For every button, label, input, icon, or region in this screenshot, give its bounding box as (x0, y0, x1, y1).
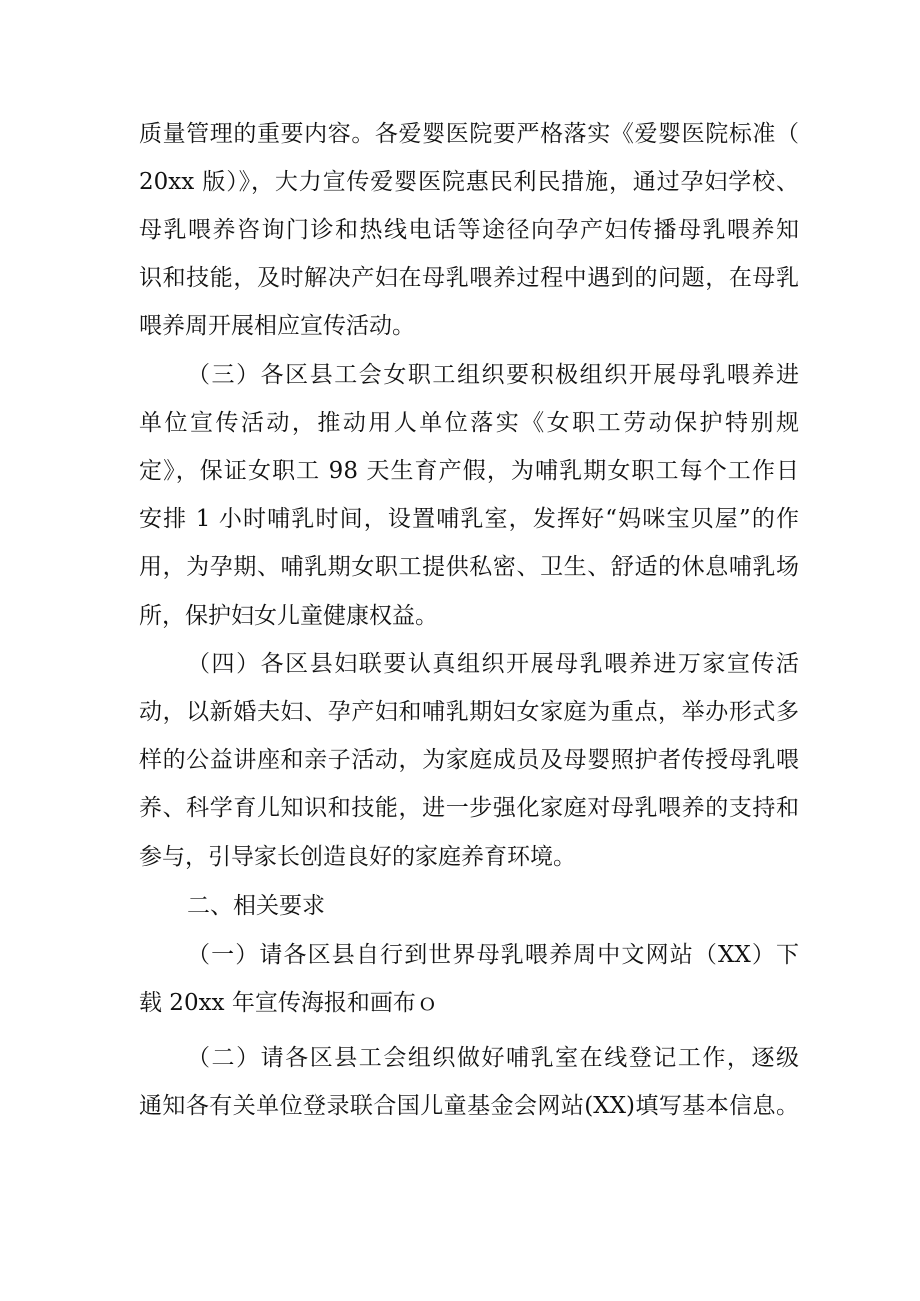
text-line: 质量管理的重要内容。各爱婴医院要严格落实《爱婴医院标准（ (139, 121, 799, 147)
text-line: 养、科学育儿知识和技能，进一步强化家庭对母乳喂养的支持和 (139, 795, 799, 821)
text-line: 载 20xx 年宣传海报和画布ｏ (139, 990, 439, 1016)
paragraph-start-line: （二）请各区县工会组织做好哺乳室在线登记工作，逐级 (187, 1045, 799, 1071)
paragraph-start-line: （四）各区县妇联要认真组织开展母乳喂养进万家宣传活 (187, 651, 799, 677)
text-line: 用，为孕期、哺乳期女职工提供私密、卫生、舒适的休息哺乳场 (139, 554, 799, 580)
text-line: 参与，引导家长创造良好的家庭养育环境。 (139, 844, 576, 870)
text-line: 定》，保证女职工 98 天生育产假，为哺乳期女职工每个工作日 (139, 458, 799, 484)
paragraph-start-line: （一）请各区县自行到世界母乳喂养周中文网站（XX）下 (187, 942, 799, 968)
text-line: 通知各有关单位登录联合国儿童基金会网站(XX)填写基本信息。 (139, 1093, 799, 1119)
text-line: 20xx 版）》，大力宣传爱婴医院惠民利民措施，通过孕妇学校、 (139, 169, 799, 195)
text-line: 动，以新婚夫妇、孕产妇和哺乳期妇女家庭为重点，举办形式多 (139, 699, 799, 725)
section-heading: 二、相关要求 (187, 893, 325, 919)
text-line: 喂养周开展相应宣传活动。 (139, 313, 415, 339)
text-line: 安排 1 小时哺乳时间，设置哺乳室，发挥好“妈咪宝贝屋”的作 (139, 506, 799, 532)
text-line: 样的公益讲座和亲子活动，为家庭成员及母婴照护者传授母乳喂 (139, 747, 799, 773)
text-line: 所，保护妇女儿童健康权益。 (139, 603, 438, 629)
text-line: 母乳喂养咨询门诊和热线电话等途径向孕产妇传播母乳喂养知 (139, 217, 799, 243)
text-line: 单位宣传活动，推动用人单位落实《女职工劳动保护特别规 (139, 410, 799, 436)
text-line: 识和技能，及时解决产妇在母乳喂养过程中遇到的问题，在母乳 (139, 265, 799, 291)
paragraph-start-line: （三）各区县工会女职工组织要积极组织开展母乳喂养进 (187, 362, 799, 388)
